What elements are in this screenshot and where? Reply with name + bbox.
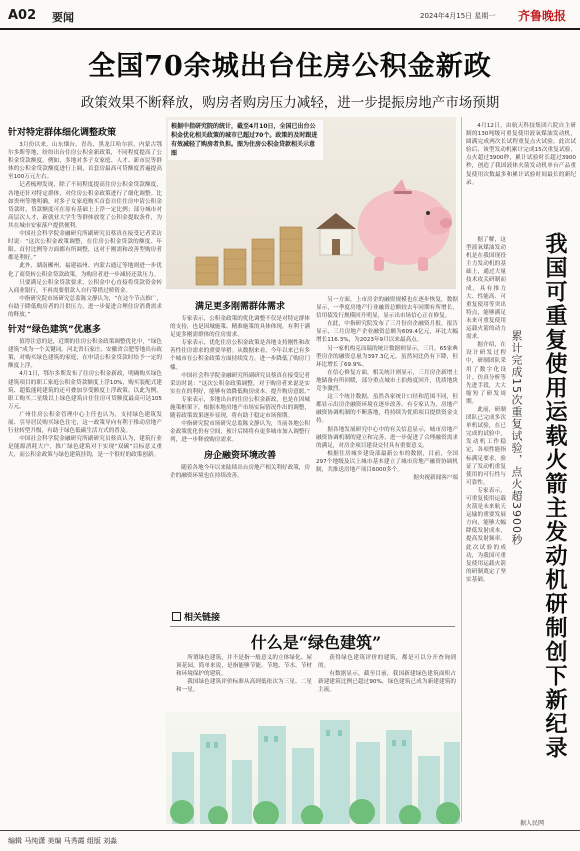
paragraph: 所谓绿色建筑，并不是指一般意义的立体绿化、屋顶花园，简单来说，是指能够节能、节地、节水、节材和环境保护的建筑。 — [176, 655, 312, 678]
paragraph: 值得注意的是，近期的住房公积金政策调整优化中，“绿色建筑”成为一个关键词。河北省石家庄、安徽省合肥等地出台政策，对购买绿色建筑的家庭，在申请公积金贷款时给予一定的额度上浮。 — [8, 339, 162, 370]
divider — [170, 626, 455, 627]
paragraph: 广州住房公积金管理中心主任也认为，支持绿色建筑发展、引导居民购买绿色住宅，这一政策导向有利于推动房地产行业转型升级，有助于绿色低碳生活方式的普及。 — [8, 411, 162, 435]
city-skyline-graphic — [166, 712, 460, 824]
paragraph: 中国社会科学院金融研究所副研究员蔡真在接受记者采访时说：“这次公积金政策调整，在住房公积金贷款的额度、年限、首付比例等方面都有所调整，这对于刚需和改善型购房者都是利好。” — [8, 231, 162, 262]
paragraph: 中国社会科学院金融研究所副研究员蔡真认为，建筑行业是能源消耗大户，推广绿色建筑对于实现“双碳”目标意义重大，而公积金政策与绿色建筑挂钩，是一个很好的政策创新。 — [8, 436, 162, 459]
paragraph: 中指研究院市场研究总监陈文静认为，“在这个节点推广，有助于降低购房者的月供压力，进一步促进合理住房消费需求的释放。” — [8, 295, 162, 318]
article-byline: 据央视新闻客户端 — [413, 475, 458, 482]
article-column-2 — [170, 296, 310, 608]
paragraph: 我国绿色建筑评价标准从高到低依次为三星、二星和一星。 — [176, 679, 312, 694]
related-links-heading — [172, 610, 282, 624]
photo-caption: 根据中指研究院的统计，截至4月10日，全国已出台公积金优化相关政策的城市已超过70个。政策的及时跟进有效减轻了购房者负担。图为住房公积金贷款相关示意图 — [168, 120, 323, 160]
issue-date: 2024年4月15日 星期一 — [420, 12, 496, 20]
paragraph: 3月份以来，山东烟台、青岛，黑龙江哈尔滨，内蒙古鄂尔多斯等地，纷纷出台住房公积金新政策，不同程度提高了公积金贷款额度。例如，多地对多子女家庭、人才、新市民等群体的公积金贷款额度进行上调，首套房最高可贷额度普遍提高至100万元左右。 — [8, 142, 162, 181]
paragraph: 专家表示，多地出台的住房公积金新政，也是在因城施策框架下，根据本地房地产市场实际情况作出的调整，随着政策效果逐步显现，将有助于稳定市场预期。 — [170, 396, 310, 420]
box-column-2 — [318, 654, 456, 712]
paragraph: 专家表示，公积金政策的优化调整不仅是对特定群体的支持，也是因城施策、精准施策的具体体现，有利于满足更多刚需群体的住房需求。 — [170, 316, 310, 339]
main-subheadline: 政策效果不断释放，购房者购房压力减轻，进一步提振房地产市场预期 — [80, 95, 500, 111]
section-heading: 针对特定群体细化调整政策 — [8, 128, 117, 138]
sidebar-column-body — [466, 236, 506, 796]
paragraph: 只要满足公积金贷款要求，公积金中心直接将贷款资金转入商业银行，不再需要借款人自行筹措过桥资金。 — [8, 279, 162, 294]
related-links-label: 相关链接 — [184, 613, 221, 623]
box-icon — [172, 612, 181, 621]
paragraph: 中指研究院市场研究总监陈文静认为，当前各地公积金政策优化仍有空间，预计后续将有更多城市加入调整行列，进一步释放购房需求。 — [170, 421, 310, 444]
paragraph: 另一家机构克而瑞的统计数据则显示，三月，65家典型房企的融资总量为397.3亿元，虽然同比仍有下降，但环比增长了69.9%。 — [316, 345, 458, 368]
paragraph: 在此，中指研究院发布了三月份房企融资月报，报告显示，三月房地产企业融资总额为609.4亿元，环比大幅增长116.3%，为2023年9月以来最高点。 — [316, 321, 458, 344]
paragraph: 另一方面，上市房企的融资规模也在逐步恢复，数据显示，一季度房地产行业融资总额较去年同期有所增长，信用债发行规模回升明显，显示出市场信心正在修复。 — [316, 297, 458, 320]
green-city-illustration — [166, 712, 460, 824]
paragraph: 记者梳理发现，除了不同程度提高住房公积金贷款额度，各地还针对特定群体，对住房公积金政策进行了细化调整。比如贵州等地明确，对多子女家庭购买首套自住住房申请公积金贷款时，贷款额度可在原有基础上上浮一定比例；部分城市对高层次人才、新就业大学生等群体放宽了公积金提取条件，为其在城市安家落户提供便利。 — [8, 182, 162, 229]
paragraph: 这三个统计数据，虽然各家统计口径和范围不同，但都显示出房企融资环境在逐步改善。有专家认为，房地产融资协调机制的不断落地，将持续为优质项目提供资金支持。 — [316, 394, 458, 425]
sidebar-byline: 据人民网 — [520, 820, 545, 827]
paragraph: 有数据显示，截至目前，我国新建绿色建筑面积占新建建筑比例已超过90%，绿色建筑已成为新建建筑的主流。 — [318, 671, 456, 694]
page-header — [0, 0, 580, 28]
sidebar-headline: 我国可重复使用运载火箭主发动机研制创下新纪录 — [542, 232, 568, 760]
paragraph: 根据住房城乡建设部最新公布的数据，目前，全国297个地级及以上城市基本建立了城市房地产融资协调机制，共推送房地产项目6000多个。 — [316, 450, 458, 473]
paragraph: 据介绍，在设计研发过程中，研制团队采用了数字化设计、仿真分析等先进手段，大大缩短了研发周期。 — [466, 342, 506, 405]
paragraph: 4月1日，鄂尔多斯发布了住房公积金新政，明确购买绿色建筑项目的职工家庭公积金贷款额度上浮10%，购买装配式建筑、超低能耗建筑的还可叠加享受额度上浮政策。以此为例，职工购买二星级以上绿色建筑自住住房可贷额度最高可达105万元。 — [8, 371, 162, 410]
section-heading: 房企融资环境改善 — [203, 450, 276, 461]
paragraph: 4月12日，由航天科技集团六院自主研制的130吨级可重复使用液氧煤油发动机，圆满完成两次长试程重复点火试验。此次试验后，该型发动机累计完成15次重复试验，点火超过3900秒，累计试验时长超过3900秒，创造了我国液体火箭发动机单台产品重复使用次数最多和累计试验时间最长的新纪录。 — [466, 123, 576, 186]
header-rule — [0, 28, 580, 30]
main-headline: 全国70余城出台住房公积金新政 — [88, 51, 492, 82]
paragraph: 随着各地今年以来陆续出台房地产相关利好政策，房企的融资环境也在持续改善。 — [170, 464, 310, 479]
paragraph: 在信心修复方面，相关统计则显示，三月房企新增土地储备有所回暖，部分重点城市土拍热度回升，优质地块竞争激烈。 — [316, 369, 458, 393]
paragraph: 据了解，这型液氧煤油发动机是在我国现役主力发动机的基础上，通过大量技术攻关研制而成，具有推力大、性能高、可重复使用等突出特点，能够满足未来可重复使用运载火箭的动力需求。 — [466, 237, 506, 341]
column-divider — [461, 117, 462, 822]
paragraph: 获得绿色建筑评价的建筑，都是可以分开查询到的。 — [318, 655, 456, 670]
sidebar-subheadline: 累计完成15次重复试验，点火超3900秒 — [510, 330, 523, 546]
paragraph: 中国社会科学院金融研究所副研究员蔡真在接受记者采访时说：“这次公积金政策调整，对于购房者来说是实实在在的利好，能够有效降低购房成本，提升购房意愿。” — [170, 372, 310, 395]
sidebar-column-top — [466, 122, 576, 234]
page-footer-credits: 编辑 马纯潇 美编 马秀霞 组版 刘淼 — [8, 837, 118, 845]
section-heading: 满足更多刚需群体需求 — [194, 302, 285, 312]
section-tag: 要闻 — [52, 11, 74, 24]
article-column-3 — [316, 296, 458, 608]
paragraph: 此前，研制团队已完成多次单机试验，在已完成的试验中，发动机工作稳定，各项性能指标满足要求，验证了发动机重复使用的可行性与可靠性。 — [466, 406, 506, 486]
box-column-1 — [176, 654, 312, 712]
box-title: 什么是“绿色建筑” — [250, 633, 382, 652]
paragraph: 此外，湖南郴州、福建福州、内蒙古通辽等地则进一步优化了商贷转公积金贷款政策，为购房者进一步减轻还款压力。 — [8, 263, 162, 278]
footer-rule — [0, 830, 580, 831]
newspaper-logo: 齐鲁晚报 — [518, 9, 567, 23]
paragraph: 专家表示，优化住房公积金政策是各地支持刚性和改善性住房需求的重要举措。从数据来看，今年以来已有多个城市在公积金政策方面持续发力，进一步降低了购房门槛。 — [170, 340, 310, 371]
article-column-1 — [8, 122, 162, 827]
paragraph: 专家表示，可重复使用运载火箭是未来航天运输的重要发展方向，能够大幅降低发射成本，提高发射频率。此次试验的成功，为我国可重复使用运载火箭的研制奠定了坚实基础。 — [466, 487, 506, 583]
paragraph: 据各地发展研究中心中的有关信息显示，城市房地产融资协调机制的建立和完善，进一步促进了合理融资需求的满足，对房企项目建设交付具有重要意义。 — [316, 426, 458, 449]
section-heading: 针对“绿色建筑”优惠多 — [8, 325, 101, 336]
page-number: A02 — [8, 8, 37, 23]
